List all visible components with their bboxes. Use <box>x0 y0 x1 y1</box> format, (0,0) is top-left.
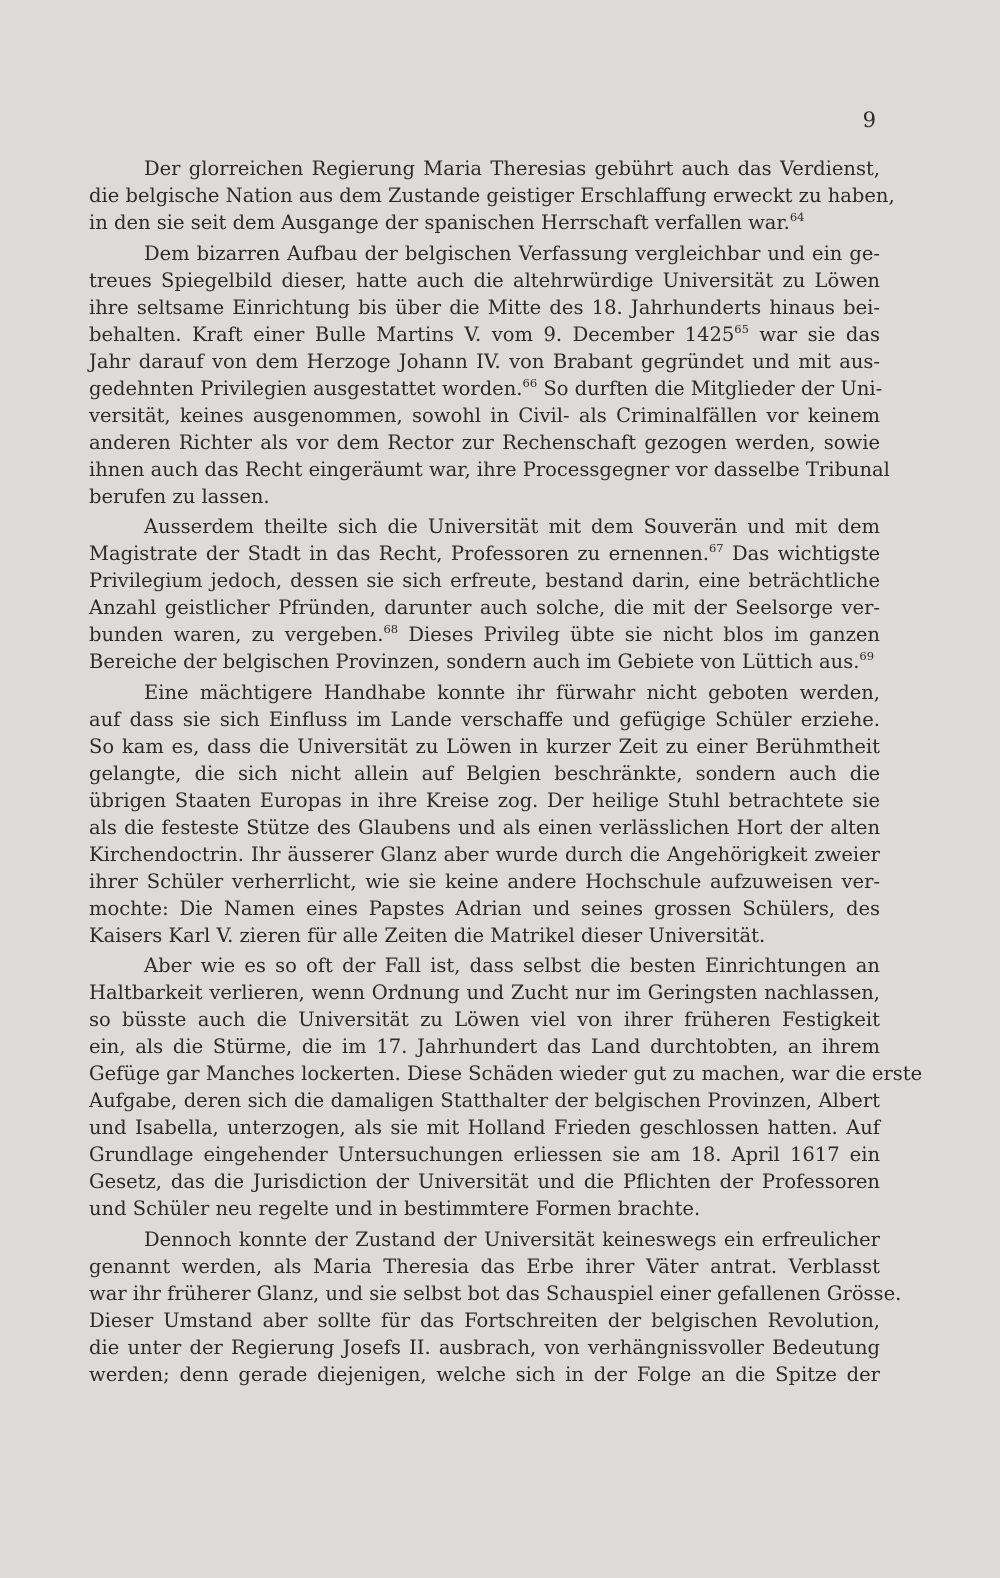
line-text: und Isabella, unterzogen, als sie mit Holland Frieden geschlossen hatten. Auf <box>89 1116 880 1139</box>
text-line <box>89 787 880 814</box>
text-line <box>89 155 880 182</box>
text-line <box>89 429 880 456</box>
line-text: gedehnten Privilegien ausgestattet worden. <box>89 376 523 400</box>
line-text: bunden waren, zu vergeben. <box>89 623 384 646</box>
text-line <box>89 267 880 294</box>
line-text: Kaisers Karl V. zieren für alle Zeiten die Matrikel dieser Universität. <box>89 923 766 947</box>
line-text: So kam es, dass die Universität zu Löwen in kurzer Zeit zu einer Berühmtheit <box>89 734 880 758</box>
footnote-marker: 64 <box>789 210 805 224</box>
line-text: Privilegium jedoch, dessen sie sich erfreute, bestand darin, eine beträchtliche <box>89 569 880 592</box>
text-line <box>89 1280 902 1307</box>
text-line <box>89 814 880 841</box>
text-line <box>89 952 880 979</box>
line-text: Gefüge gar Manches lockerten. Diese Schäden wieder gut zu machen, war die erste <box>89 1062 923 1085</box>
line-text: Dieser Umstand aber sollte für das Fortschreiten der belgischen Revolution, <box>89 1308 880 1332</box>
line-text: übrigen Staaten Europas in ihre Kreise zog. Der heilige Stuhl betrachtete sie <box>89 788 880 812</box>
text-line <box>89 621 880 648</box>
text-line <box>89 321 880 348</box>
text-line <box>89 733 880 760</box>
line-text: Ausserdem theilte sich die Universität mit dem Souverän und mit dem <box>144 515 880 538</box>
line-text: in den sie seit dem Ausgange der spanischen Herrschaft verfallen war. <box>89 211 790 234</box>
line-text: als die festeste Stütze des Glaubens und als einen verlässlichen Hort der alten <box>89 815 880 839</box>
text-line <box>89 540 880 567</box>
line-text: Bereiche der belgischen Provinzen, sondern auch im Gebiete von Lüttich aus. <box>89 650 860 673</box>
text-line <box>89 1253 880 1280</box>
paragraph <box>89 1226 902 1388</box>
paragraph <box>89 513 880 675</box>
text-line <box>89 895 880 922</box>
line-text-after-note: Das wichtigste <box>723 542 880 565</box>
text-line <box>89 402 880 429</box>
text-line <box>89 648 880 675</box>
text-line <box>89 1060 923 1087</box>
text-line <box>89 294 880 321</box>
line-text: ein, als die Stürme, die im 17. Jahrhundert das Land durchtobten, an ihrem <box>89 1035 880 1058</box>
line-text: Magistrate der Stadt in das Recht, Professoren zu ernennen. <box>89 542 709 565</box>
line-text: und Schüler neu regelte und in bestimmtere Formen brachte. <box>89 1197 701 1220</box>
footnote-marker: 65 <box>734 321 749 336</box>
text-line <box>89 1141 880 1168</box>
text-line <box>89 1361 880 1388</box>
line-text: Eine mächtigere Handhabe konnte ihr fürwahr nicht geboten werden, <box>144 680 880 704</box>
line-text: die belgische Nation aus dem Zustande geistiger Erschlaffung erweckt zu haben, <box>89 184 895 207</box>
line-text: ihre seltsame Einrichtung bis über die Mitte des 18. Jahrhunderts hinaus bei- <box>89 295 880 319</box>
line-text: Aufgabe, deren sich die damaligen Statthalter der belgischen Provinzen, Albert <box>89 1089 880 1112</box>
text-line <box>89 1114 880 1141</box>
text-line <box>89 1195 880 1222</box>
footnote-marker: 66 <box>522 375 538 390</box>
text-line <box>89 979 880 1006</box>
line-text-after-note: So durften die Mitglieder der Uni- <box>537 376 883 400</box>
text-line <box>89 1226 880 1253</box>
line-text: ihrer Schüler verherrlicht, wie sie keine andere Hochschule aufzuweisen ver- <box>89 869 880 893</box>
text-line <box>89 1033 880 1060</box>
footnote-marker: 69 <box>859 649 875 663</box>
text-line <box>89 922 880 949</box>
line-text: Haltbarkeit verlieren, wenn Ordnung und Zucht nur im Geringsten nachlassen, <box>89 981 880 1004</box>
page-number: 9 <box>862 108 876 132</box>
line-text: behalten. Kraft einer Bulle Martins V. vom 9. December 1425 <box>89 322 735 346</box>
text-line <box>89 760 880 787</box>
text-line <box>89 513 880 540</box>
line-text: Der glorreichen Regierung Maria Theresias gebührt auch das Verdienst, <box>144 157 880 180</box>
line-text: auf dass sie sich Einfluss im Lande verschaffe und gefügige Schüler erziehe. <box>89 707 880 731</box>
line-text: Kirchendoctrin. Ihr äusserer Glanz aber wurde durch die Angehörigkeit zweier <box>89 842 880 866</box>
line-text: Jahr darauf von dem Herzoge Johann IV. von Brabant gegründet und mit aus- <box>89 349 880 373</box>
text-line <box>89 483 880 510</box>
text-line <box>89 456 890 483</box>
line-text: ihnen auch das Recht eingeräumt war, ihre Processgegner vor dasselbe Tribunal <box>89 457 890 481</box>
line-text: berufen zu lassen. <box>89 484 270 508</box>
line-text: so büsste auch die Universität zu Löwen viel von ihrer früheren Festigkeit <box>89 1008 880 1031</box>
line-text: war ihr früherer Glanz, und sie selbst bot das Schauspiel einer gefallenen Grösse. <box>89 1281 902 1305</box>
line-text: anderen Richter als vor dem Rector zur Rechenschaft gezogen werden, sowie <box>89 430 880 454</box>
line-text: die unter der Regierung Josefs II. ausbrach, von verhängnissvoller Bedeutung <box>89 1335 880 1359</box>
text-line <box>89 868 880 895</box>
paragraph <box>89 679 880 949</box>
text-line <box>89 1006 880 1033</box>
paragraph <box>89 240 890 510</box>
line-text: Dem bizarren Aufbau der belgischen Verfassung vergleichbar und ein ge- <box>144 241 880 265</box>
line-text: Gesetz, das die Jurisdiction der Universität und die Pflichten der Professoren <box>89 1170 880 1193</box>
line-text: Grundlage eingehender Untersuchungen erliessen sie am 18. April 1617 ein <box>89 1143 880 1166</box>
text-line <box>89 706 880 733</box>
text-line <box>89 209 880 236</box>
paragraph <box>89 155 895 236</box>
line-text: mochte: Die Namen eines Papstes Adrian und seines grossen Schülers, des <box>89 896 880 920</box>
text-line <box>89 375 883 402</box>
text-line <box>89 1087 880 1114</box>
footnote-marker: 68 <box>383 622 399 636</box>
text-line <box>89 594 880 621</box>
line-text-after-note: war sie das <box>748 322 880 346</box>
line-text-after-note: Dieses Privileg übte sie nicht blos im ganzen <box>398 623 880 646</box>
text-line <box>89 182 895 209</box>
footnote-marker: 67 <box>708 541 724 555</box>
line-text: versität, keines ausgenommen, sowohl in Civil- als Criminalfällen vor keinem <box>89 403 880 427</box>
line-text: Anzahl geistlicher Pfründen, darunter auch solche, die mit der Seelsorge ver- <box>89 596 880 619</box>
text-line <box>89 841 880 868</box>
text-line <box>89 1334 880 1361</box>
line-text: genannt werden, als Maria Theresia das Erbe ihrer Väter antrat. Verblasst <box>89 1254 880 1278</box>
text-line <box>89 679 880 706</box>
body-text <box>89 155 923 1388</box>
line-text: werden; denn gerade diejenigen, welche sich in der Folge an die Spitze der <box>89 1362 880 1386</box>
paragraph <box>89 952 923 1222</box>
text-line <box>89 240 880 267</box>
line-text: gelangte, die sich nicht allein auf Belgien beschränkte, sondern auch die <box>89 761 880 785</box>
text-line <box>89 567 880 594</box>
line-text: Dennoch konnte der Zustand der Universität keineswegs ein erfreulicher <box>144 1227 880 1251</box>
text-line <box>89 1168 880 1195</box>
line-text: Aber wie es so oft der Fall ist, dass selbst die besten Einrichtungen an <box>144 954 880 977</box>
line-text: treues Spiegelbild dieser, hatte auch die altehrwürdige Universität zu Löwen <box>89 268 880 292</box>
text-line <box>89 1307 880 1334</box>
text-line <box>89 348 880 375</box>
